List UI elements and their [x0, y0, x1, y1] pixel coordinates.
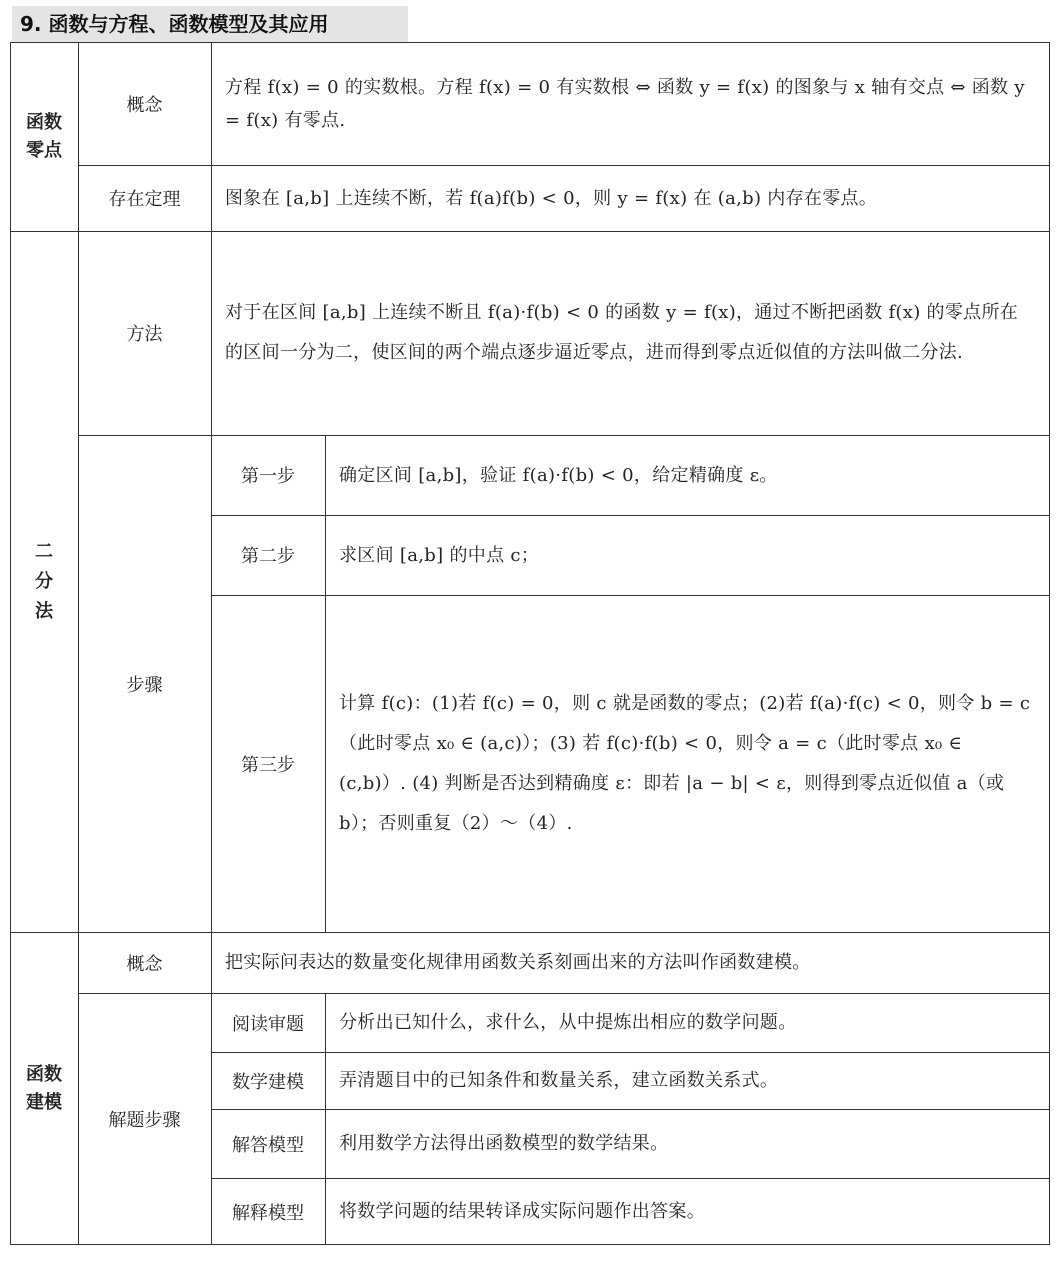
modeling-step-text: 分析出已知什么，求什么，从中提炼出相应的数学问题。 — [339, 1012, 797, 1033]
modeling-step-text: 利用数学方法得出函数模型的数学结果。 — [339, 1133, 669, 1154]
method-label: 方法 — [126, 324, 163, 345]
steps-label: 步骤 — [126, 674, 163, 696]
modeling-step-label: 阅读审题 — [232, 1013, 304, 1035]
modeling-concept-label: 概念 — [126, 953, 163, 975]
section-label-bisection: 二 分 法 — [35, 540, 53, 622]
step3-label: 第三步 — [241, 754, 295, 776]
theorem-text: 图象在 [a,b] 上连续不断，若 f(a)f(b) < 0，则 y = f(x) 在 (a,b) 内存在零点。 — [225, 187, 878, 209]
modeling-step-text: 将数学问题的结果转译成实际问题作出答案。 — [339, 1201, 705, 1222]
step3-text: 计算 f(c)：(1)若 f(c) = 0，则 c 就是函数的零点；(2)若 f(a)·f(c) < 0，则令 b = c（此时零点 x₀ ∈ (a,c)）；(3) 若 f(c)·f(b) < 0，则令 a = c（此时零点 x₀ ∈ (c,b)）. (4) 判断是否达到精确度 ε：即若 |a − b| < ε，则得到零点近似值 a（或 b）；否则重复（2）～（4）. — [339, 692, 1031, 834]
step1-text: 确定区间 [a,b]，验证 f(a)·f(b) < 0，给定精确度 ε。 — [339, 464, 778, 486]
step1-label: 第一步 — [241, 466, 295, 487]
page-title: 9. 函数与方程、函数模型及其应用 — [12, 6, 408, 42]
modeling-step-label: 数学建模 — [232, 1071, 304, 1093]
section-label-modeling: 函数 建模 — [26, 1063, 62, 1113]
modeling-steps-label: 解题步骤 — [108, 1110, 181, 1131]
modeling-step-label: 解答模型 — [232, 1134, 304, 1156]
modeling-step-text: 弄清题目中的已知条件和数量关系，建立函数关系式。 — [339, 1070, 779, 1091]
theorem-label: 存在定理 — [108, 189, 181, 210]
step2-text: 求区间 [a,b] 的中点 c； — [339, 544, 540, 566]
modeling-concept-text: 把实际问表达的数量变化规律用函数关系刻画出来的方法叫作函数建模。 — [225, 952, 811, 973]
modeling-step-label: 解释模型 — [232, 1202, 304, 1224]
step2-label: 第二步 — [241, 546, 295, 567]
section-label-zero: 函数 零点 — [26, 111, 62, 161]
zero-concept-text: 方程 f(x) = 0 的实数根。方程 f(x) = 0 有实数根 ⇔ 函数 y = f(x) 的图象与 x 轴有交点 ⇔ 函数 y = f(x) 有零点. — [225, 76, 1025, 131]
method-text: 对于在区间 [a,b] 上连续不断且 f(a)·f(b) < 0 的函数 y = f(x)，通过不断把函数 f(x) 的零点所在的区间一分为二，使区间的两个端点逐步逼近零点，进而得到零点近似值的方法叫做二分法. — [225, 302, 1019, 363]
concept-label: 概念 — [126, 94, 163, 116]
